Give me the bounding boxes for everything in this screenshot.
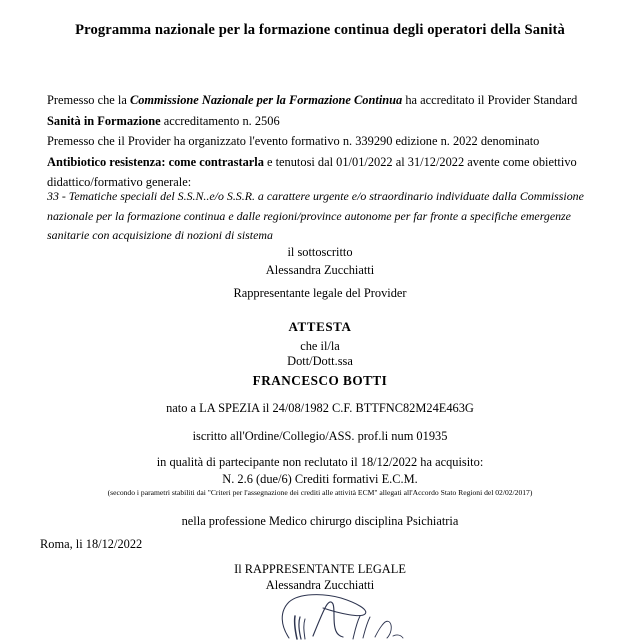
premessa-line1-suffix: ha accreditato il Provider Standard: [402, 93, 578, 107]
provider-accreditation: accreditamento n. 2506: [160, 113, 280, 128]
participant-name: FRANCESCO BOTTI: [252, 373, 388, 388]
signer-title: Il RAPPRESENTANTE LEGALE: [234, 562, 406, 576]
premessa-line1-prefix: Premesso che la: [47, 93, 130, 107]
commissione-nazionale-emphasis: Commissione Nazionale per la Formazione Continua: [129, 93, 403, 107]
credits-criteria-note: (secondo i parametri stabiliti dai "Criteri per l'assegnazione dei crediti alle attività ECM" allegati all'Accordo Stato Regioni del 02/02/2017): [107, 488, 533, 497]
provider-name: Sanità in Formazione: [47, 113, 161, 128]
legal-representative-role: Rappresentante legale del Provider: [233, 286, 407, 300]
legal-representative-name: Alessandra Zucchiatti: [265, 263, 375, 277]
participation-quality-line: in qualità di partecipante non reclutato il 18/12/2022 ha acquisito:: [156, 455, 484, 469]
event-name: Antibiotico resistenza: come contrastarla: [47, 154, 264, 169]
page-title: Programma nazionale per la formazione continua degli operatori della Sanità: [75, 22, 565, 38]
signer-name: Alessandra Zucchiatti: [265, 578, 375, 592]
profession-and-discipline: nella professione Medico chirurgo disciplina Psichiatria: [181, 514, 459, 528]
participant-register-number: iscritto all'Ordine/Collegio/ASS. prof.li num 01935: [192, 429, 448, 443]
premessa-paragraph: [47, 90, 593, 193]
dott-title-label: Dott/Dott.ssa: [287, 354, 353, 368]
che-il-la-label: che il/la: [300, 339, 340, 353]
objective-paragraph: 33 - Tematiche speciali del S.S.N..e/o S.S.R. a carattere urgente e/o straordinario individuate dalla Commissione nazionale per la formazione continua e dalle regioni/province autonome per far fronte a specifiche emergenze sanitarie con acquisizione di nozioni di sistema: [47, 189, 584, 242]
participant-birth-and-fiscal-code: nato a LA SPEZIA il 24/08/1982 C.F. BTTFNC82M24E463G: [166, 401, 474, 415]
place-and-date: Roma, li 18/12/2022: [40, 537, 143, 551]
premessa-line3: Premesso che il Provider ha organizzato l'evento formativo n. 339290 edizione n. 2022 denominato: [47, 134, 540, 148]
event-period: e tenutosi dal 01/01/2022 al 31/12/2022 avente come obiettivo didattico/formativo generale:: [47, 154, 577, 189]
signature-area: [245, 592, 465, 640]
handwritten-signature-icon: [245, 592, 465, 640]
attesta-heading: ATTESTA: [288, 319, 352, 334]
credits-earned: N. 2.6 (due/6) Crediti formativi E.C.M.: [222, 472, 418, 486]
undersigned-label: il sottoscritto: [287, 245, 353, 259]
